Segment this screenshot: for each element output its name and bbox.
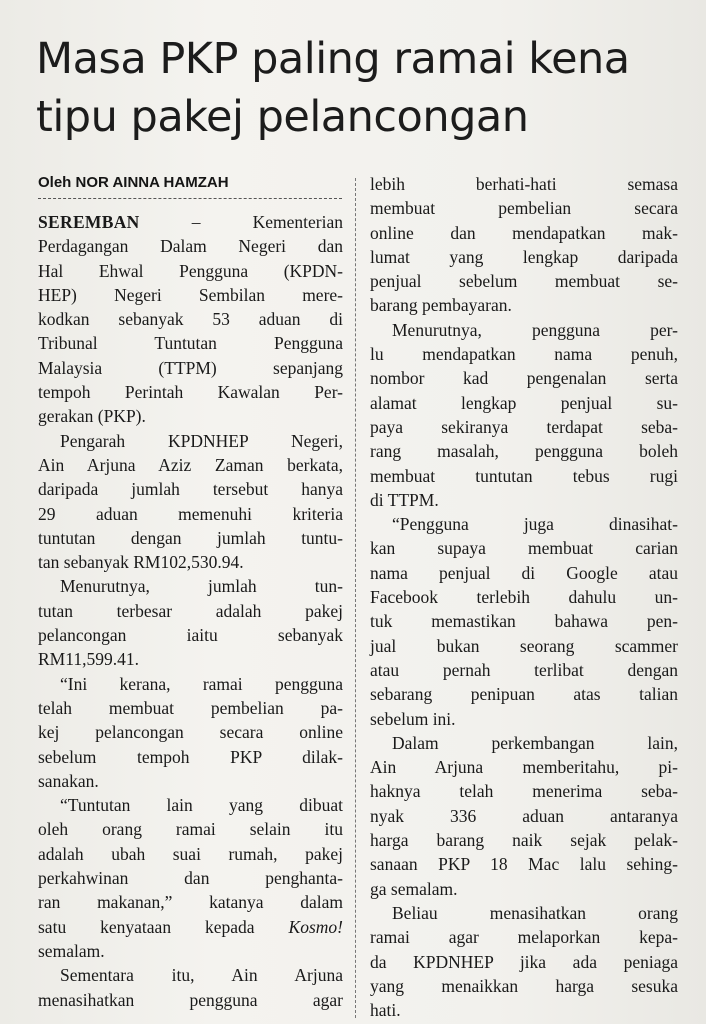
- paragraph-line: telah membuat pembelian pa-: [38, 697, 343, 718]
- publication-name: Kosmo!: [288, 916, 343, 937]
- paragraph-line: Sementara itu, Ain Arjuna: [60, 965, 343, 986]
- paragraph-line: Perdagangan Dalam Negeri dan: [38, 236, 343, 257]
- paragraph-line: semalam.: [38, 940, 105, 961]
- paragraph-line: sebelum tempoh PKP dilak-: [38, 746, 343, 767]
- paragraph-line: yang menaikkan harga sesuka: [370, 975, 678, 996]
- paragraph-line: 29 aduan memenuhi kriteria: [38, 503, 343, 524]
- paragraph-line: Hal Ehwal Pengguna (KPDN-: [38, 260, 343, 281]
- left-column: [38, 210, 343, 1012]
- paragraph-line: kan supaya membuat carian: [370, 538, 678, 559]
- paragraph-line: membuat pembelian secara: [370, 198, 678, 219]
- paragraph-line: sanaan PKP 18 Mac lalu sehing-: [370, 854, 678, 875]
- paragraph-line: alamat lengkap penjual su-: [370, 392, 678, 413]
- paragraph-line: nombor kad pengenalan serta: [370, 368, 678, 389]
- paragraph-line: oleh orang ramai selain itu: [38, 819, 343, 840]
- paragraph-line: membuat tuntutan tebus rugi: [370, 465, 678, 486]
- paragraph-line: [38, 210, 343, 234]
- paragraph-line: nama penjual di Google atau: [370, 562, 678, 583]
- paragraph-line: di TTPM.: [370, 489, 439, 510]
- paragraph-line: rang masalah, pengguna boleh: [370, 441, 678, 462]
- paragraph-line: Malaysia (TTPM) sepanjang: [38, 357, 343, 378]
- headline-line-2: tipu pakej pelancongan: [36, 92, 529, 142]
- paragraph-line: hati.: [370, 1000, 401, 1021]
- paragraph-line: “Ini kerana, ramai pengguna: [60, 673, 343, 694]
- paragraph-line: ran makanan,” katanya dalam: [38, 892, 343, 913]
- paragraph-line: tuk memastikan bahawa pen-: [370, 611, 678, 632]
- paragraph-line: Dalam perkembangan lain,: [392, 732, 678, 753]
- paragraph-line: harga barang naik sejak pelak-: [370, 830, 678, 851]
- headline-line-1: Masa PKP paling ramai kena: [36, 34, 630, 84]
- paragraph-line: Facebook terlebih dahulu un-: [370, 587, 678, 608]
- paragraph-line: sanakan.: [38, 770, 99, 791]
- paragraph-line: RM11,599.41.: [38, 649, 139, 670]
- paragraph-line: atau pernah terlibat dengan: [370, 659, 678, 680]
- paragraph-text: – Kementerian: [139, 212, 343, 232]
- paragraph-line: ramai agar melaporkan kepa-: [370, 927, 678, 948]
- paragraph-line: Ain Arjuna Aziz Zaman berkata,: [38, 454, 343, 475]
- paragraph-line: kej pelancongan secara online: [38, 722, 343, 743]
- byline-divider: [38, 198, 342, 199]
- paragraph-line: penjual sebelum membuat se-: [370, 271, 678, 292]
- paragraph-line: menasihatkan pengguna agar: [38, 989, 343, 1010]
- paragraph-line: haknya telah menerima seba-: [370, 781, 678, 802]
- paragraph-line: ga semalam.: [370, 878, 458, 899]
- column-divider: [355, 178, 356, 1018]
- paragraph-line: Beliau menasihatkan orang: [392, 902, 678, 923]
- paragraph-line: adalah ubah suai rumah, pakej: [38, 843, 343, 864]
- paragraph-line: HEP) Negeri Sembilan mere-: [38, 284, 343, 305]
- paragraph-line: lebih berhati-hati semasa: [370, 174, 678, 194]
- paragraph-line: [38, 915, 343, 939]
- paragraph-line: Ain Arjuna memberitahu, pi-: [370, 757, 678, 778]
- paragraph-line: sebarang penipuan atas talian: [370, 684, 678, 705]
- paragraph-line: Pengarah KPDNHEP Negeri,: [60, 430, 343, 451]
- paragraph-line: paya sekiranya terdapat seba-: [370, 416, 678, 437]
- paragraph-line: da KPDNHEP jika ada peniaga: [370, 951, 678, 972]
- paragraph-line: “Pengguna juga dinasihat-: [392, 514, 678, 535]
- headline: [36, 30, 686, 146]
- paragraph-line: sebelum ini.: [370, 708, 456, 729]
- paragraph-line: barang pembayaran.: [370, 295, 512, 316]
- paragraph-line: tutan terbesar adalah pakej: [38, 600, 343, 621]
- paragraph-line: kodkan sebanyak 53 aduan di: [38, 309, 343, 330]
- paragraph-line: “Tuntutan lain yang dibuat: [60, 795, 343, 816]
- paragraph-line: Menurutnya, pengguna per-: [392, 319, 678, 340]
- paragraph-text: satu kenyataan kepada: [38, 916, 289, 937]
- paragraph-line: tuntutan dengan jumlah tuntu-: [38, 527, 343, 548]
- paragraph-line: jual bukan seorang scammer: [370, 635, 678, 656]
- dateline: SEREMBAN: [38, 212, 140, 232]
- paragraph-line: perkahwinan dan penghanta-: [38, 868, 343, 889]
- paragraph-line: Tribunal Tuntutan Pengguna: [38, 333, 343, 354]
- right-column: [370, 172, 678, 1022]
- paragraph-line: gerakan (PKP).: [38, 406, 146, 427]
- paragraph-line: lumat yang lengkap daripada: [370, 246, 678, 267]
- paragraph-line: daripada jumlah tersebut hanya: [38, 479, 343, 500]
- paragraph-line: lu mendapatkan nama penuh,: [370, 344, 678, 365]
- paragraph-line: online dan mendapatkan mak-: [370, 222, 678, 243]
- paragraph-line: pelancongan iaitu sebanyak: [38, 625, 343, 646]
- paragraph-line: nyak 336 aduan antaranya: [370, 805, 678, 826]
- byline: Oleh NOR AINNA HAMZAH: [38, 174, 229, 191]
- paragraph-line: tan sebanyak RM102,530.94.: [38, 552, 244, 573]
- paragraph-line: tempoh Perintah Kawalan Per-: [38, 382, 343, 403]
- paragraph-line: Menurutnya, jumlah tun-: [60, 576, 343, 597]
